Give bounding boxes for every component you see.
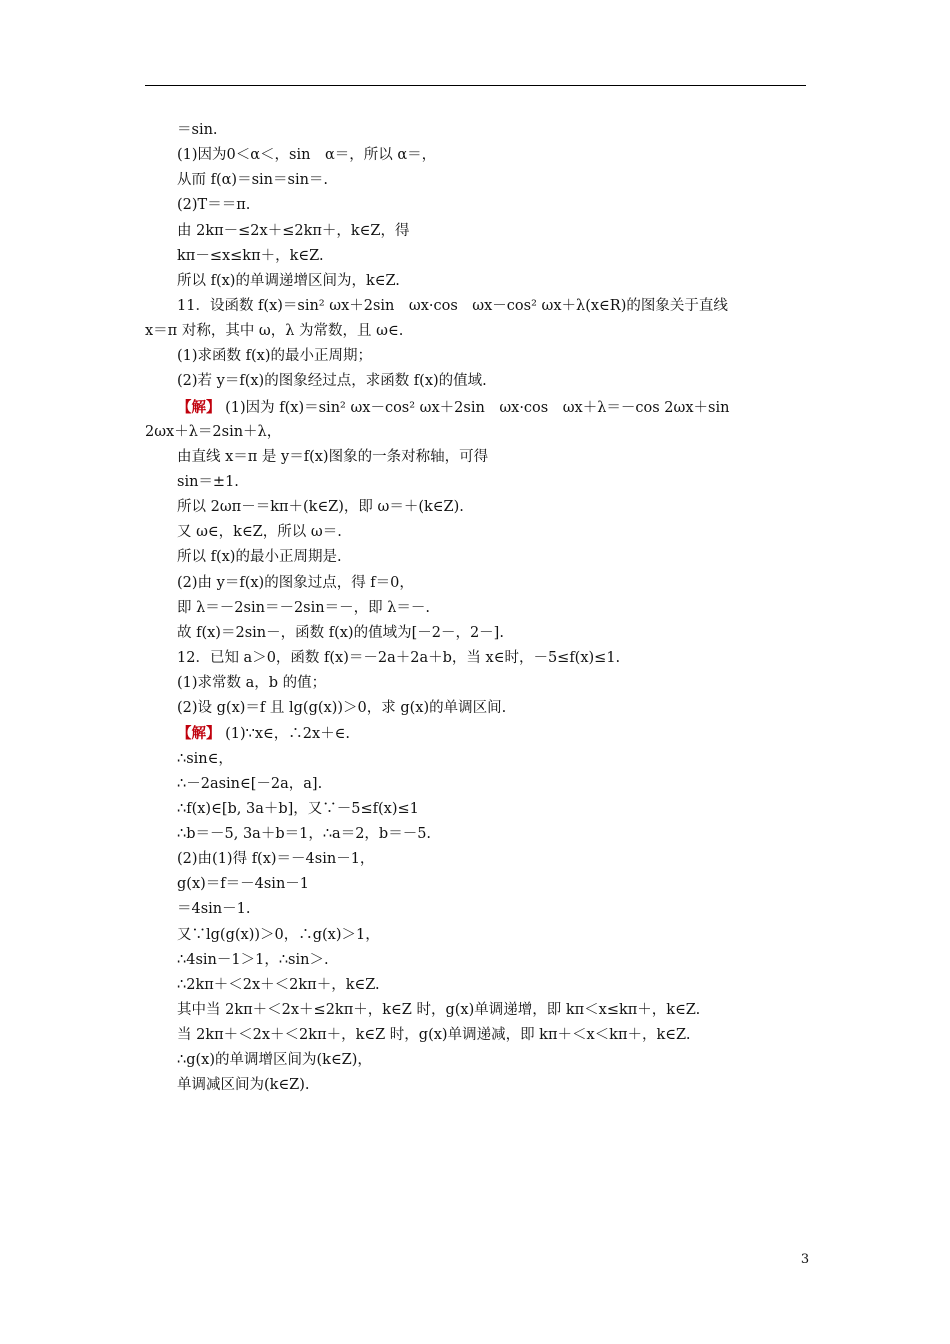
text-line: 由 2kπ－≤2x＋≤2kπ＋，k∈Z，得 bbox=[177, 222, 410, 239]
page-number: 3 bbox=[800, 1252, 810, 1267]
text-line: sin＝±1. bbox=[177, 473, 239, 490]
text-line: 所以 f(x)的单调递增区间为，k∈Z. bbox=[177, 272, 400, 289]
text-line: x＝π 对称，其中 ω，λ 为常数，且 ω∈. bbox=[145, 323, 404, 340]
question-11-stem: 11．设函数 f(x)＝sin² ωx＋2sin ωx·cos ωx－cos² ωx＋λ(x∈R)的图象关于直线 bbox=[177, 297, 728, 314]
text-line: (2)由 y＝f(x)的图象过点，得 f＝0， bbox=[177, 574, 414, 591]
text-line: ∴b＝－5, 3a＋b＝1，∴a＝2，b＝－5. bbox=[177, 825, 432, 842]
answer-tag: 【解】 bbox=[177, 725, 221, 743]
text-line: 2ωx＋λ＝2sin＋λ， bbox=[145, 423, 282, 440]
answer-line bbox=[145, 395, 806, 420]
text-line: ∴－2asin∈[－2a，a]. bbox=[177, 775, 323, 792]
header-rule bbox=[145, 85, 806, 86]
question-12-stem: 12．已知 a＞0，函数 f(x)＝－2a＋2a＋b，当 x∈时，－5≤f(x)≤1. bbox=[177, 649, 621, 666]
text-line: 即 λ＝－2sin＝－2sin＝－，即 λ＝－. bbox=[177, 599, 430, 616]
text-line: 所以 2ωπ－＝kπ＋(k∈Z)，即 ω＝＋(k∈Z). bbox=[177, 499, 464, 516]
text-line: ∴4sin－1＞1，∴sin＞. bbox=[177, 951, 329, 968]
text-line: ＝sin. bbox=[177, 122, 218, 138]
answer-line bbox=[145, 721, 806, 746]
text-line: ∴2kπ＋＜2x＋＜2kπ＋，k∈Z. bbox=[177, 976, 380, 993]
text-line: 所以 f(x)的最小正周期是. bbox=[177, 549, 342, 566]
text-line: 又 ω∈，k∈Z，所以 ω＝. bbox=[177, 524, 342, 541]
text-line: 从而 f(α)＝sin＝sin＝. bbox=[177, 172, 329, 189]
text-line: 单调减区间为(k∈Z). bbox=[177, 1077, 310, 1094]
text-line: ＝4sin－1. bbox=[177, 901, 251, 918]
text-line: 其中当 2kπ＋＜2x＋≤2kπ＋，k∈Z 时，g(x)单调递增，即 kπ＜x≤kπ＋，k∈Z. bbox=[177, 1001, 701, 1018]
text-line: 故 f(x)＝2sin－，函数 f(x)的值域为[－2－，2－]. bbox=[177, 624, 504, 641]
text-line: kπ－≤x≤kπ＋，k∈Z. bbox=[177, 247, 324, 264]
text-line: 又∵lg(g(x))＞0，∴g(x)＞1， bbox=[177, 926, 380, 943]
text-line: (2)若 y＝f(x)的图象经过点，求函数 f(x)的值域. bbox=[177, 373, 487, 390]
text-line: 当 2kπ＋＜2x＋＜2kπ＋，k∈Z 时，g(x)单调递减，即 kπ＋＜x＜kπ＋，k∈Z. bbox=[177, 1027, 691, 1044]
text-line: ∴sin∈， bbox=[177, 750, 233, 767]
text-line: (2)T＝＝π. bbox=[177, 197, 251, 214]
text-line: (1)因为0＜α＜，sin α＝，所以 α＝， bbox=[177, 147, 437, 164]
text-line: g(x)＝f＝－4sin－1 bbox=[177, 876, 310, 893]
text-line: (1)求函数 f(x)的最小正周期； bbox=[177, 348, 373, 365]
text-line: ∴f(x)∈[b, 3a＋b]，又∵－5≤f(x)≤1 bbox=[177, 800, 419, 817]
page-content bbox=[145, 118, 806, 1098]
text-line: 由直线 x＝π 是 y＝f(x)图象的一条对称轴，可得 bbox=[177, 448, 489, 465]
text-line: (2)设 g(x)＝f 且 lg(g(x))＞0，求 g(x)的单调区间. bbox=[177, 700, 507, 717]
text-line: ∴g(x)的单调增区间为(k∈Z)， bbox=[177, 1052, 372, 1069]
answer-text: (1)∵x∈，∴2x＋∈. bbox=[225, 726, 351, 743]
answer-tag: 【解】 bbox=[177, 398, 221, 416]
text-line: (2)由(1)得 f(x)＝－4sin－1， bbox=[177, 851, 375, 868]
text-line: (1)求常数 a，b 的值； bbox=[177, 675, 327, 692]
answer-text: (1)因为 f(x)＝sin² ωx－cos² ωx＋2sin ωx·cos ωx＋λ＝－cos 2ωx＋sin bbox=[225, 399, 730, 416]
